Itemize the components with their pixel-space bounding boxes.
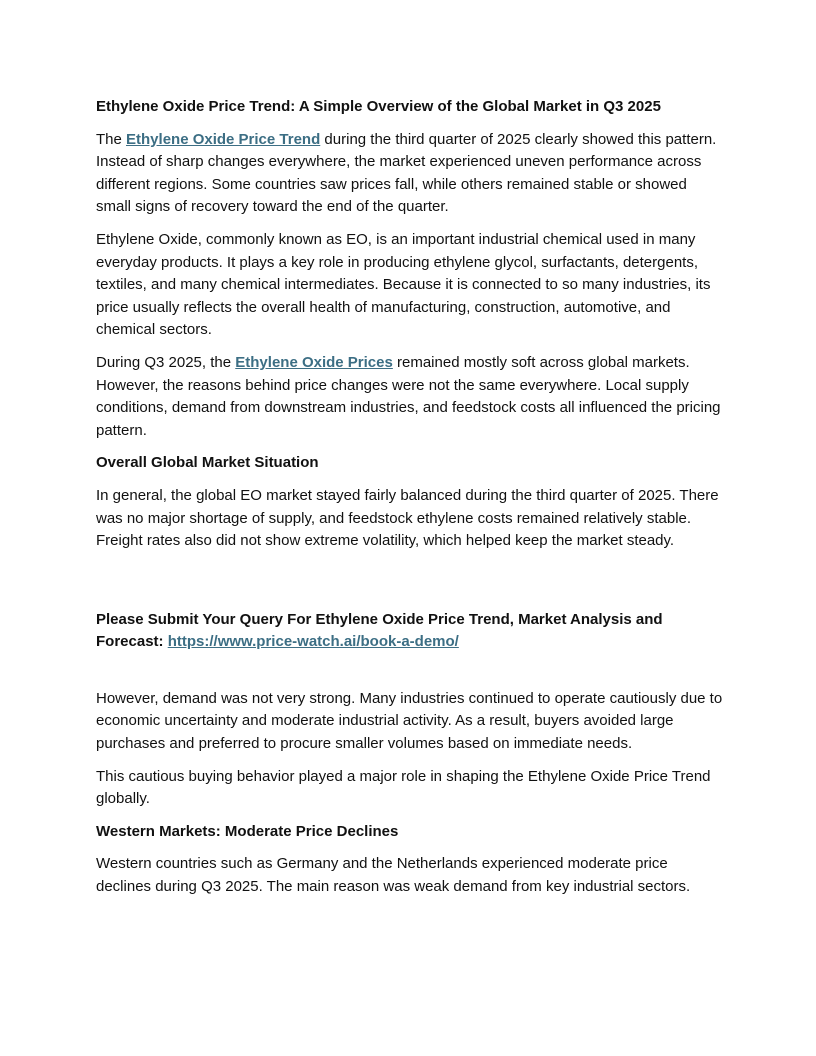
paragraph-global-market: In general, the global EO market stayed fairly balanced during the third quarter of 2025. There was no major shortage of supply, and feedstock ethylene costs remained relatively stable. Freight rates also did not show extreme volatility, which helped keep the market steady. bbox=[96, 486, 719, 550]
ethylene-oxide-price-trend-link[interactable]: Ethylene Oxide Price Trend bbox=[126, 130, 321, 148]
ethylene-oxide-prices-link[interactable]: Ethylene Oxide Prices bbox=[235, 353, 393, 371]
paragraph-demand: However, demand was not very strong. Many industries continued to operate cautiously due to economic uncertainty and moderate industrial activity. As a result, buyers avoided large purchases and preferred to procure smaller volumes based on immediate needs. bbox=[96, 689, 723, 753]
paragraph-intro-lead: The bbox=[96, 130, 127, 148]
spacer bbox=[96, 664, 724, 688]
section-heading-global: Overall Global Market Situation bbox=[96, 454, 319, 472]
paragraph-western-markets: Western countries such as Germany and the Netherlands experienced moderate price declines during Q3 2025. The main reason was weak demand from key industrial sectors. bbox=[96, 855, 691, 896]
document-title: Ethylene Oxide Price Trend: A Simple Overview of the Global Market in Q3 2025 bbox=[96, 98, 661, 115]
section-heading-western: Western Markets: Moderate Price Declines bbox=[96, 822, 399, 840]
paragraph-intro-rest: during the third quarter of 2025 clearly showed this pattern. Instead of sharp changes everywhere, the market experienced uneven performance across different regions. Some countries saw prices fall, while others remained stable or showed small signs of recovery toward the end of the quarter. bbox=[96, 130, 717, 216]
book-a-demo-link[interactable]: https://www.price-watch.ai/book-a-demo/ bbox=[167, 633, 459, 651]
query-callout bbox=[96, 609, 724, 654]
paragraph-q3-lead: During Q3 2025, the bbox=[96, 353, 236, 371]
spacer bbox=[96, 563, 724, 609]
paragraph-buying-behavior: This cautious buying behavior played a major role in shaping the Ethylene Oxide Price Trend globally. bbox=[96, 767, 711, 808]
paragraph-eo-overview: Ethylene Oxide, commonly known as EO, is an important industrial chemical used in many everyday products. It plays a key role in producing ethylene glycol, surfactants, detergents, textiles, and many chemical intermediates. Because it is connected to so many industries, its price usually reflects the overall health of manufacturing, construction, automotive, and chemical sectors. bbox=[96, 230, 711, 339]
paragraph-q3-prices bbox=[96, 352, 724, 442]
paragraph-q3-rest: remained mostly soft across global markets. However, the reasons behind price changes were not the same everywhere. Local supply conditions, demand from downstream industries, and feedstock costs all influenced the pricing pattern. bbox=[96, 353, 721, 439]
query-callout-text: Please Submit Your Query For Ethylene Oxide Price Trend, Market Analysis and Forecast: bbox=[96, 610, 663, 651]
document-page bbox=[96, 96, 724, 909]
paragraph-intro bbox=[96, 129, 724, 219]
